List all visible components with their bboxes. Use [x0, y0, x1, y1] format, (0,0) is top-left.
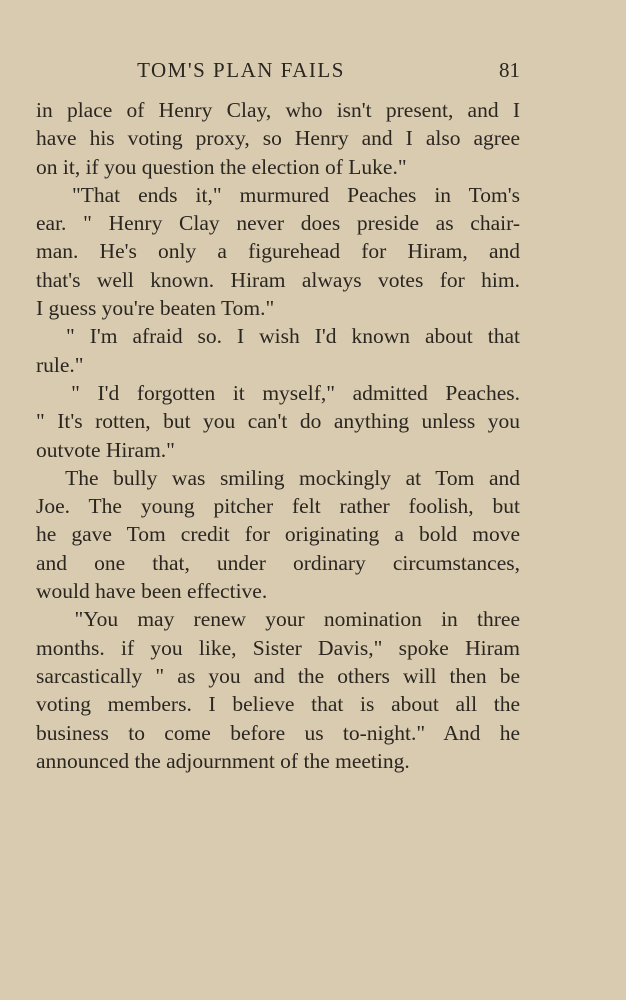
text-line: announced the adjournment of the meeting.: [36, 748, 410, 773]
text-line: rule.": [36, 352, 84, 377]
text-line: in place of Henry Clay, who isn't present, and I: [36, 98, 520, 122]
page-number: 81: [499, 58, 520, 82]
text-line: he gave Tom credit for originating a bold move: [36, 522, 520, 547]
text-line: " It's rotten, but you can't do anything unless you: [36, 409, 520, 434]
text-line: Joe. The young pitcher felt rather foolish, but: [36, 494, 520, 519]
text-line: " I'm afraid so. I wish I'd known about that: [36, 324, 520, 349]
text-line: would have been effective.: [36, 579, 268, 604]
text-line: months. if you like, Sister Davis," spoke Hiram: [36, 635, 520, 660]
text-line: man. He's only a figurehead for Hiram, and: [36, 239, 520, 264]
text-line: business to come before us to-night." And he: [36, 720, 520, 745]
text-line: and one that, under ordinary circumstances,: [36, 550, 520, 575]
text-line: voting members. I believe that is about all the: [36, 692, 520, 717]
running-head: [36, 56, 520, 84]
text-line: " I'd forgotten it myself," admitted Peaches.: [36, 380, 520, 405]
text-line: have his voting proxy, so Henry and I also agree: [36, 126, 520, 151]
body-text: [36, 96, 520, 775]
text-line: "You may renew your nomination in three: [36, 607, 520, 632]
text-line: sarcastically " as you and the others will then be: [36, 663, 520, 688]
text-line: on it, if you question the election of Luke.": [36, 154, 407, 179]
text-line: ear. " Henry Clay never does preside as chair-: [36, 211, 520, 236]
text-line: that's well known. Hiram always votes for him.: [36, 267, 520, 292]
text-line: outvote Hiram.": [36, 437, 175, 462]
running-head-title: TOM'S PLAN FAILS: [137, 58, 345, 82]
text-line: The bully was smiling mockingly at Tom and: [36, 465, 520, 490]
text-line: I guess you're beaten Tom.": [36, 296, 275, 321]
text-line: "That ends it," murmured Peaches in Tom's: [36, 182, 520, 207]
